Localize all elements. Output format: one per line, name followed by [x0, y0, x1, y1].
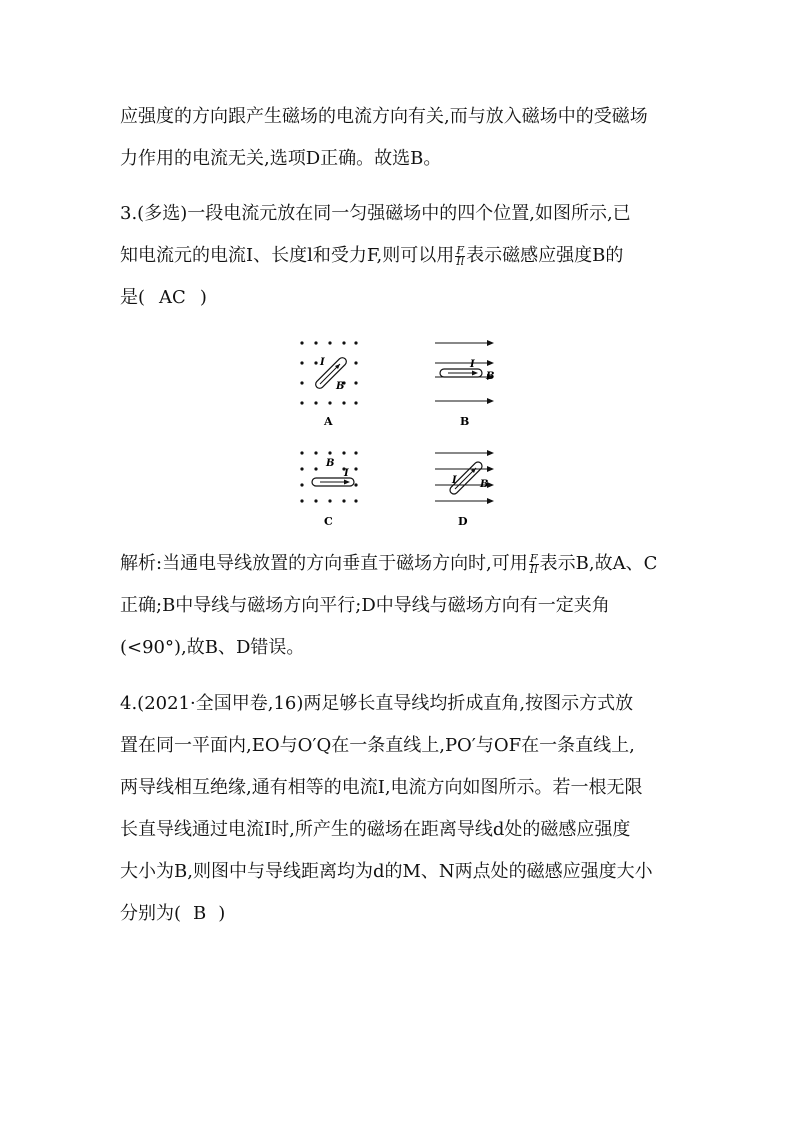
prev-answer-line-2: 力作用的电流无关,选项D正确。故选B。 [120, 148, 442, 169]
current-label-c: I [344, 468, 349, 479]
analysis-line-3: (<90°),故B、D错误。 [120, 637, 305, 658]
question-4-line-1: 4.(2021·全国甲卷,16)两足够长直导线均折成直角,按图示方式放 [120, 693, 634, 714]
question-3-line-2 [120, 244, 623, 268]
question-4-line-5: 大小为B,则图中与导线距离均为d的M、N两点处的磁感应强度大小 [120, 861, 653, 882]
panel-label-b: B [460, 415, 470, 428]
question-4-answer: B [193, 903, 207, 924]
field-lines-d [435, 450, 494, 504]
current-label-b: I [470, 359, 475, 370]
question-3-text-b: 表示磁感应强度B的 [466, 245, 624, 266]
field-label-d: B [480, 479, 489, 490]
current-label-a: I [320, 357, 325, 368]
analysis-text-a: 解析:当通电导线放置的方向垂直于磁场方向时,可用 [120, 553, 528, 574]
q4-bracket-open: 分别为( [120, 903, 182, 924]
question-4-line-3: 两导线相互绝缘,通有相等的电流I,电流方向如图所示。若一根无限 [120, 777, 643, 798]
question-3-text-a: 知电流元的电流I、长度l和受力F,则可以用 [120, 245, 455, 266]
analysis-text-b: 表示B,故A、C [539, 553, 658, 574]
analysis-line-1 [120, 552, 657, 576]
field-label-c: B [326, 458, 335, 469]
panel-c [300, 451, 357, 528]
analysis-fraction-numerator: F [529, 551, 538, 565]
panel-d [435, 450, 494, 528]
fraction-f-over-il [455, 243, 465, 268]
question-3-line-3 [120, 286, 207, 310]
panel-label-c: C [324, 515, 333, 528]
current-element-c [312, 478, 354, 486]
magnetic-field-figure [290, 335, 510, 535]
q4-bracket-close: ) [218, 903, 226, 924]
field-label-b: B [486, 371, 495, 382]
analysis-fraction-denominator: Il [529, 562, 538, 576]
field-dots-a [300, 341, 357, 404]
analysis-line-2: 正确;B中导线与磁场方向平行;D中导线与磁场方向有一定夹角 [120, 595, 610, 616]
field-label-a: B [336, 381, 345, 392]
panel-label-d: D [458, 515, 468, 528]
panel-label-a: A [324, 415, 333, 428]
fraction-denominator: Il [456, 254, 465, 268]
analysis-fraction [529, 551, 539, 576]
current-element-b [440, 369, 482, 377]
bracket-close: ) [199, 287, 207, 308]
question-4-line-6 [120, 902, 225, 926]
question-4-line-2: 置在同一平面内,EO与O′Q在一条直线上,PO′与OF在一条直线上, [120, 735, 635, 756]
bracket-open: 是( [120, 287, 146, 308]
prev-answer-line-1: 应强度的方向跟产生磁场的电流方向有关,而与放入磁场中的受磁场 [120, 106, 648, 127]
panel-b [435, 340, 494, 428]
current-label-d: I [452, 475, 457, 486]
fraction-numerator: F [456, 243, 465, 257]
panel-a [300, 341, 357, 428]
question-3-line-1: 3.(多选)一段电流元放在同一匀强磁场中的四个位置,如图所示,已 [120, 203, 631, 224]
question-3-answer: AC [159, 287, 186, 308]
question-4-line-4: 长直导线通过电流I时,所产生的磁场在距离导线d处的磁感应强度 [120, 819, 631, 840]
